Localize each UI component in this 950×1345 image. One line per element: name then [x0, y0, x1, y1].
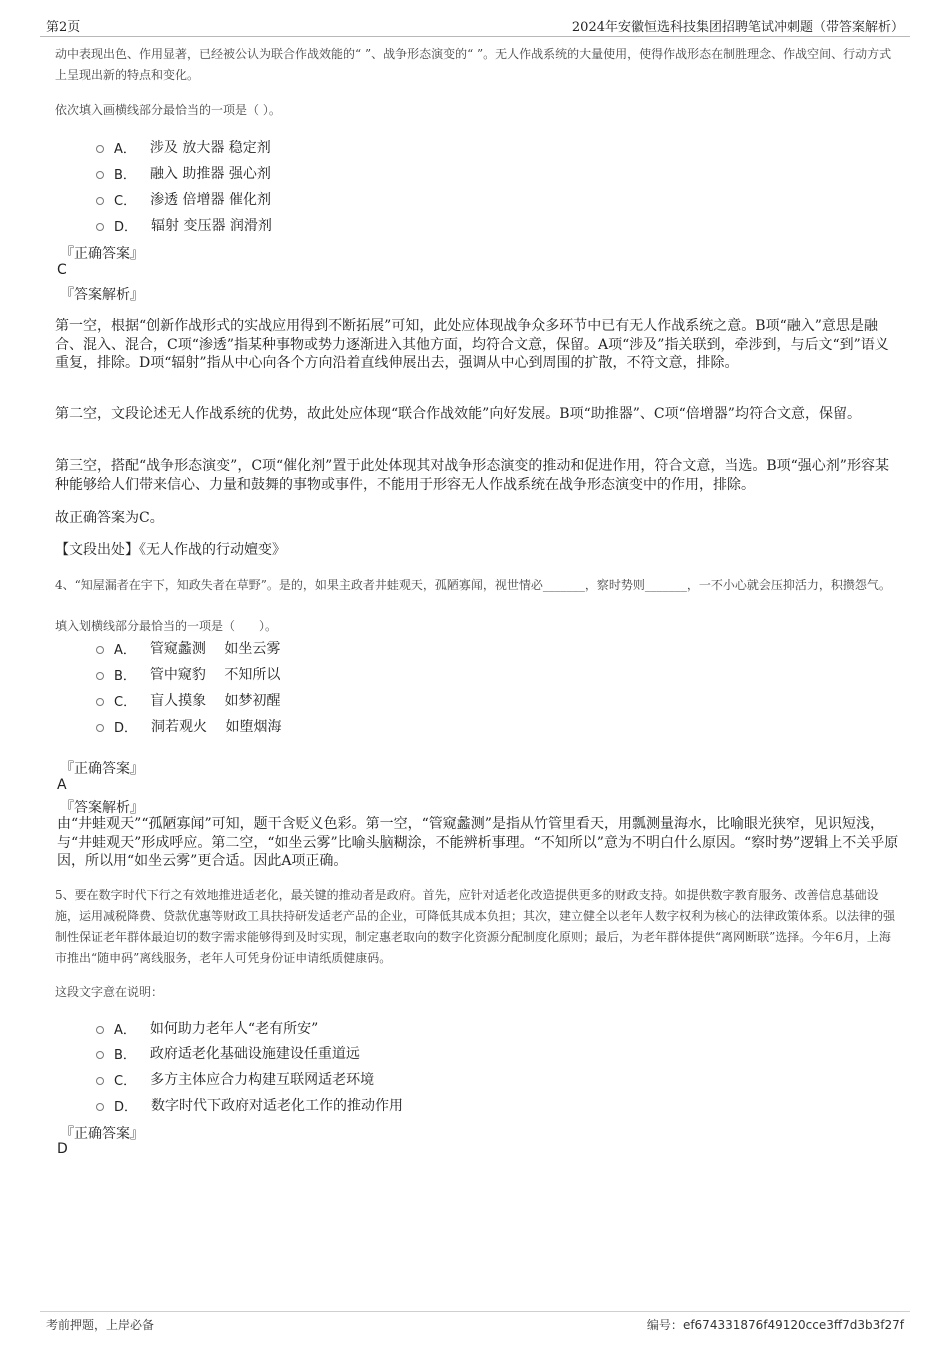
q5-prompt: 这段文字意在说明： — [55, 985, 164, 999]
q4-option-b[interactable]: B． 管中窥豹 不知所以 — [96, 664, 280, 684]
q4-option-a[interactable]: A． 管窥蠡测 如坐云雾 — [96, 638, 280, 658]
q5-option-c[interactable]: C． 多方主体应合力构建互联网适老环境 — [96, 1069, 374, 1089]
q3-source: 【文段出处】《无人作战的行动嬗变》 — [55, 542, 286, 558]
q4-answer: A — [57, 777, 67, 793]
q3-prompt: 依次填入画横线部分最恰当的一项是（ ）。 — [55, 103, 281, 117]
q5-option-d[interactable]: D． 数字时代下政府对适老化工作的推动作用 — [96, 1095, 403, 1115]
radio-icon[interactable] — [96, 197, 104, 205]
q4-option-c[interactable]: C． 盲人摸象 如梦初醒 — [96, 690, 281, 710]
q3-passage: 动中表现出色、作用显著，已经被公认为联合作战效能的“ ”、战争形态演变的“ ”。无人作战系统的大量使用，使得作战形态在制胜理念、作战空间、行动方式上呈现出新的特点和变化。 — [55, 47, 892, 82]
q3-analysis-3: 第三空，搭配“战争形态演变”，C项“催化剂”置于此处体现其对战争形态演变的推动和促进作用，符合文意，当选。B项“强心剂”形容某种能够给人们带来信心、力量和鼓舞的事物或事件，不能用于形容无人作战系统在战争形态演变中的作用，排除。 — [55, 458, 889, 493]
page-footer — [40, 1311, 910, 1338]
q3-answer-label: 『正确答案』 — [60, 246, 144, 262]
q4-stem: 4、“知屋漏者在宇下，知政失者在草野”。是的，如果主政者井蛙观天，孤陋寡闻，视世情必_______，察时势则_______，一不小心就会压抑活力，积攒怨气。 — [55, 578, 891, 592]
document-code: 编号：ef674331876f49120cce3ff7d3b3f27f — [646, 1318, 904, 1332]
q3-option-c[interactable]: C． 渗透 倍增器 催化剂 — [96, 189, 271, 209]
q3-analysis-4: 故正确答案为C。 — [55, 510, 164, 526]
q5-answer: D — [57, 1141, 68, 1157]
document-title: 2024年安徽恒选科技集团招聘笔试冲刺题（带答案解析） — [571, 20, 904, 35]
radio-icon[interactable] — [96, 1077, 104, 1085]
q4-answer-label: 『正确答案』 — [60, 761, 144, 777]
radio-icon[interactable] — [96, 672, 104, 680]
q3-option-d[interactable]: D． 辐射 变压器 润滑剂 — [96, 215, 272, 235]
q5-stem: 5、要在数字时代下行之有效地推进适老化，最关键的推动者是政府。首先，应针对适老化改造提供更多的财政支持。如提供数字教育服务、改善信息基础设施，运用减税降费、贷款优惠等财政工具扶持研发适老产品的企业，可降低其成本负担；其次，建立健全以老年人数字权利为核心的法律政策体系。以法律的强制性保证老年群体最迫切的数字需求能够得到及时实现，制定惠老取向的数字化资源分配制度化原则；最后，为老年群体提供“离网断联”选择。今年6月，上海市推出“随申码”离线服务，老年人可凭身份证申请纸质健康码。 — [55, 888, 896, 965]
q5-answer-label: 『正确答案』 — [60, 1126, 144, 1142]
page-header — [40, 14, 910, 37]
radio-icon[interactable] — [96, 724, 104, 732]
footer-slogan: 考前押题，上岸必备 — [46, 1318, 155, 1332]
q5-option-b[interactable]: B． 政府适老化基础设施建设任重道远 — [96, 1043, 360, 1063]
radio-icon[interactable] — [96, 1051, 104, 1059]
radio-icon[interactable] — [96, 698, 104, 706]
q3-option-a[interactable]: A． 涉及 放大器 稳定剂 — [96, 137, 271, 157]
radio-icon[interactable] — [96, 145, 104, 153]
q3-answer: C — [57, 262, 67, 278]
q3-analysis-label: 『答案解析』 — [60, 287, 144, 303]
q4-prompt: 填入划横线部分最恰当的一项是（ ）。 — [55, 619, 278, 633]
q3-option-b[interactable]: B． 融入 助推器 强心剂 — [96, 163, 271, 183]
radio-icon[interactable] — [96, 223, 104, 231]
page-number: 第2页 — [46, 20, 81, 35]
radio-icon[interactable] — [96, 171, 104, 179]
q4-analysis: 由“井蛙观天”“孤陋寡闻”可知，题干含贬义色彩。第一空，“管窥蠡测”是指从竹管里看天，用瓢测量海水，比喻眼光狭窄，见识短浅，与“井蛙观天”形成呼应。第二空，“如坐云雾”比喻头脑糊涂，不能辨析事理。“不知所以”意为不明白什么原因。“察时势”逻辑上不关乎原因，所以用“如坐云雾”更合适。因此A项正确。 — [57, 816, 899, 869]
radio-icon[interactable] — [96, 1026, 104, 1034]
radio-icon[interactable] — [96, 1103, 104, 1111]
radio-icon[interactable] — [96, 646, 104, 654]
q5-option-a[interactable]: A． 如何助力老年人“老有所安” — [96, 1018, 318, 1038]
q3-analysis-2: 第二空，文段论述无人作战系统的优势，故此处应体现“联合作战效能”向好发展。B项“助推器”、C项“倍增器”均符合文意，保留。 — [55, 406, 861, 422]
q3-analysis-1: 第一空，根据“创新作战形式的实战应用得到不断拓展”可知，此处应体现战争众多环节中已有无人作战系统之意。B项“融入”意思是融合、混入、混合，C项“渗透”指某种事物或势力逐渐进入其他方面，均符合文意，保留。A项“涉及”指关联到，牵涉到，与后文“到”语义重复，排除。D项“辐射”指从中心向各个方向沿着直线伸展出去，强调从中心到周围的扩散，不符文意，排除。 — [55, 318, 889, 371]
q4-analysis-label: 『答案解析』 — [60, 800, 144, 816]
q4-option-d[interactable]: D． 洞若观火 如堕烟海 — [96, 716, 281, 736]
